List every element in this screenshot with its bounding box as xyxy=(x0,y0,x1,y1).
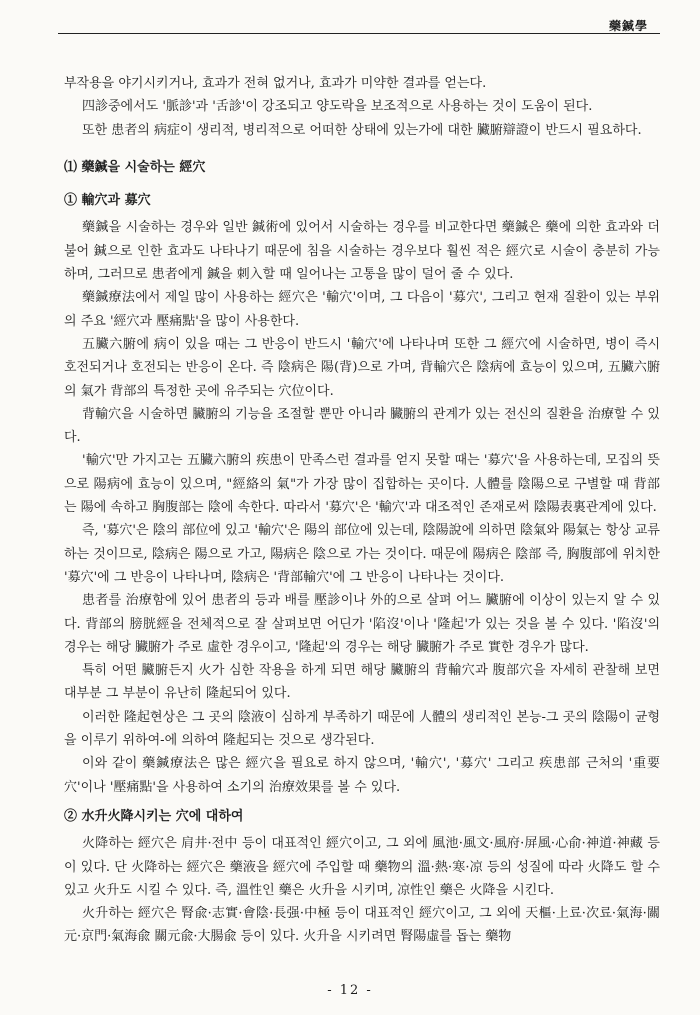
body-paragraph: 火升하는 經穴은 腎兪·志實·會陰·長强·中極 등이 대표적인 經穴이고, 그 외에 天樞·上료·次료·氣海·關元·京門·氣海兪 關元兪·大腸兪 등이 있다. 火升을 시키려면 腎陽虛를 돕는 藥物 xyxy=(64,906,660,945)
body-paragraph: 특히 어떤 臟腑든지 火가 심한 작용을 하게 되면 해당 臟腑의 背輸穴과 腹部穴을 자세히 관찰해 보면 대부분 그 부분이 유난히 隆起되어 있다. xyxy=(64,663,660,702)
body-paragraph: 四診중에서도 '脈診'과 '舌診'이 강조되고 양도락을 보조적으로 사용하는 것이 도움이 된다. xyxy=(82,99,593,115)
body-paragraph: 藥鍼을 시술하는 경우와 일반 鍼術에 있어서 시술하는 경우를 비교한다면 藥鍼은 藥에 의한 효과와 더불어 鍼으로 인한 효과도 나타나기 때문에 침을 시술하는 경우보다 훨씬 적은 經穴로 시술이 충분히 가능하며, 그러므로 患者에게 鍼을 刺入할 때 일어나는 고통을 많이 덜어 줄 수 있다. xyxy=(64,220,660,283)
subsection-heading: ② 水升火降시키는 穴에 대하여 xyxy=(64,808,244,824)
body-paragraph: '輸穴'만 가지고는 五臟六腑의 疾患이 만족스런 결과를 얻지 못할 때는 '募穴'을 사용하는데, 모집의 뜻으로 陽病에 효능이 있으며, "經絡의 氣"가 가장 많이 집합하는 곳이다. 人體를 陰陽으로 구별할 때 背部는 陽에 속하고 胸腹部는 陰에 속한다. 따라서 '募穴'은 '輸穴'과 대조적인 존재로써 陰陽表裏관계에 있다. xyxy=(64,453,660,516)
body-paragraph: 火降하는 經穴은 肩井·전中 등이 대표적인 經穴이고, 그 외에 風池·風文·風府·屏風·心俞·神道·神藏 등이 있다. 단 火降하는 經穴은 藥液을 經穴에 주입할 때 藥物의 溫·熱·寒·凉 등의 성질에 따라 火降도 할 수 있고 火升도 시킬 수 있다. 즉, 溫性인 藥은 火升을 시키며, 凉性인 藥은 火降을 시킨다. xyxy=(64,836,660,898)
body-paragraph: 患者를 治療함에 있어 患者의 등과 배를 壓診이나 外的으로 살펴 어느 臟腑에 이상이 있는지 알 수 있다. 背部의 膀胱經을 전체적으로 잘 살펴보면 어딘가 '陷沒'이나 '隆起'가 있는 것을 볼 수 있다. '陷沒'의 경우는 해당 臟腑가 주로 虛한 경우이고, '隆起'의 경우는 해당 臟腑가 주로 實한 경우가 많다. xyxy=(64,593,661,655)
body-paragraph: 또한 患者의 病症이 생리적, 병리적으로 어떠한 상태에 있는가에 대한 臟腑辯證이 반드시 필요하다. xyxy=(82,122,642,138)
body-paragraph: 부작용을 야기시키거나, 효과가 전혀 없거나, 효과가 미약한 결과를 얻는다. xyxy=(64,76,487,91)
header-rule xyxy=(58,33,660,34)
body-paragraph: 背輸穴을 시술하면 臟腑의 기능을 조절할 뿐만 아니라 臟腑의 관계가 있는 전신의 질환을 治療할 수 있다. xyxy=(64,406,660,446)
body-paragraph: 이러한 隆起현상은 그 곳의 陰液이 심하게 부족하기 때문에 人體의 생리적인 본능-그 곳의 陰陽이 균형을 이루기 위하여-에 의하여 隆起되는 것으로 생각된다. xyxy=(64,709,660,749)
subsection-heading: ① 輸穴과 募穴 xyxy=(64,193,151,209)
section-heading: ⑴ 藥鍼을 시술하는 經穴 xyxy=(64,159,206,175)
body-paragraph: 五臟六腑에 病이 있을 때는 그 반응이 반드시 '輸穴'에 나타나며 또한 그 經穴에 시술하면, 병이 즉시 호전되거나 호전되는 반응이 온다. 즉 陰病은 陽(背)으로 가며, 背輸穴은 陰病에 효능이 있으며, 五臟六腑의 氣가 背部의 특정한 곳에 유주되는 穴位이다. xyxy=(64,336,660,399)
body-paragraph: 이와 같이 藥鍼療法은 많은 經穴을 필요로 하지 않으며, '輸穴', '募穴' 그리고 疾患部 근처의 '重要穴'이나 '壓痛點'을 사용하여 소기의 治療效果를 볼 수 있다. xyxy=(64,756,660,795)
page-body xyxy=(64,72,660,949)
page-number: - 12 - xyxy=(327,983,373,998)
body-paragraph: 藥鍼療法에서 제일 많이 사용하는 經穴은 '輸穴'이며, 그 다음이 '募穴', 그리고 현재 질환이 있는 부위의 주요 '經穴과 壓痛點'을 많이 사용한다. xyxy=(64,290,660,329)
running-header-title: 藥鍼學 xyxy=(608,19,648,33)
body-paragraph: 즉, '募穴'은 陰의 部位에 있고 '輸穴'은 陽의 部位에 있는데, 陰陽說에 의하면 陰氣와 陽氣는 항상 교류하는 것이므로, 陰病은 陽으로 가고, 陽病은 陰으로 가는 것이다. 때문에 陽病은 陰部 즉, 胸腹部에 위치한 '募穴'에 그 반응이 나타나며, 陰病은 '背部輸穴'에 그 반응이 나타나는 것이다. xyxy=(64,523,660,585)
